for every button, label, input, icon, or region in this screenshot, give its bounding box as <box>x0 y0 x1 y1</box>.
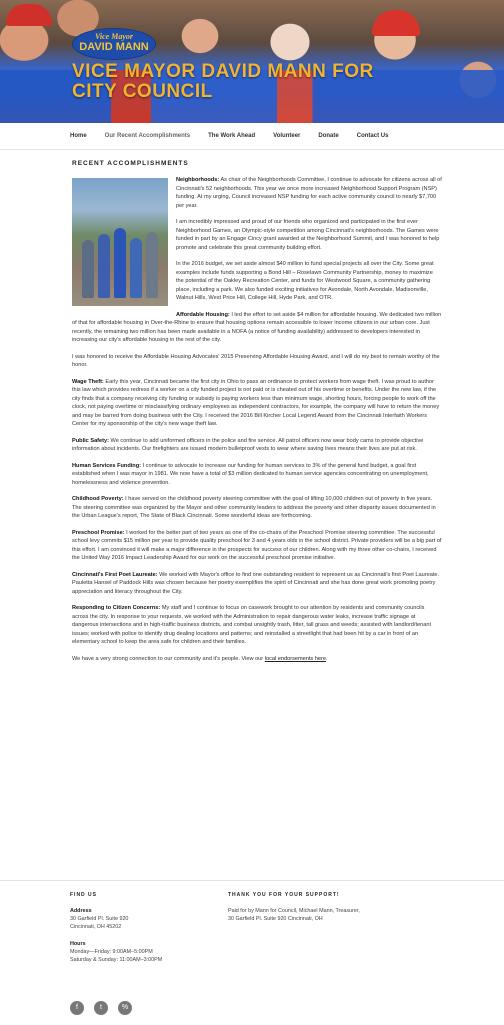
paragraph-text: I am incredibly impressed and proud of our friends who organized and participated in the first ever Neighborhood Games, an Olympic-style competition among Cincinnati's neighborhoods. The Games were funded in part by an Engage Cincy grant awarded at the Neighborhood Summit, and I was honored to help promote and celebrate this great community building effort. <box>176 219 440 251</box>
address-line1: 30 Garfield Pl. Suite 920 <box>70 916 129 922</box>
accomplishment-paragraph <box>72 495 442 521</box>
paragraph-text: Early this year, Cincinnati became the first city in Ohio to pass an ordinance to protect workers from wage theft. I was proud to author this law which provides redress if a worker on a city funded project is not paid or is cheated out of his overtime or benefits. Under the new law, if the city finds that a company receiving city funding or subsidy is paying workers less than minimum wage, shorting hours, forcing people to work off the clock, not paying overtime or misclassifying ordinary employees as independent contractors, for example, the company will have to return the money and may be barred from doing business with the City. I received the 2016 Bill Kircher Local Legend Award from the Cincinnati Interfaith Workers Center for my sponsorship of the city's new wage theft law. <box>72 378 440 427</box>
page-title: RECENT ACCOMPLISHMENTS <box>72 160 189 167</box>
paragraph-text: I have served on the childhood poverty steering committee with the goal of lifting 10,000 children out of poverty in five years. The steering committee was organized by the Mayor and other community leaders to address the poverty and other disparity issues documented in the Urban League's report, The State of Black Cincinnati. Some wonderful ideas are forthcoming. <box>72 496 436 519</box>
accomplishment-paragraph <box>72 571 442 597</box>
site-footer <box>0 880 504 1025</box>
paragraph-heading: Human Services Funding: <box>72 462 142 469</box>
paragraph-text: I worked for the better part of two years as one of the co-chairs of the Preschool Promise steering committee. The successful school levy commits $15 million per year to provide quality preschool for 3 and 4 years olds in the school district. Private providers will be a big part of this effort. I am convinced it will make a major difference in the prospects for success of our children. Along with my three other co-chairs, I received the United Way 2016 Impact Leadership Award for our work on the successful preschool promise initiative. <box>72 529 442 561</box>
accomplishment-paragraph <box>72 529 442 563</box>
paragraph-heading: Childhood Poverty: <box>72 496 124 502</box>
footer-thanks <box>228 891 360 923</box>
nav-item-accomplishments[interactable]: Our Recent Accomplishments <box>104 133 191 139</box>
paragraph-heading: Wage Theft: <box>72 378 104 385</box>
nav-item-donate[interactable]: Donate <box>318 133 339 139</box>
nav-item-contact[interactable]: Contact Us <box>356 133 389 139</box>
paragraph-heading: Cincinnati's First Poet Laureate: <box>72 571 158 578</box>
paragraph-text: We worked with Mayor's office to find one outstanding resident to represent us as Cincinnati's first Poet Laureate. Pauletta Hansel of Paddock Hills was chosen because her poetry exemplifies the spirit of Cincinnati and she has done great work promoting poetry appreciation and literacy throughout the City. <box>72 571 440 595</box>
nav-item-work-ahead[interactable]: The Work Ahead <box>208 133 256 139</box>
hours-label: Hours <box>70 941 86 947</box>
paragraph-heading: Public Safety: <box>72 437 109 444</box>
facebook-icon[interactable]: f <box>70 1001 84 1015</box>
paragraph-heading: Neighborhoods: <box>176 177 220 183</box>
main-nav <box>0 123 504 150</box>
main-content <box>72 160 442 671</box>
group-photo <box>72 178 168 306</box>
address-line2: Cincinnati, OH 45202 <box>70 924 122 930</box>
accomplishment-paragraph <box>72 378 442 429</box>
hours-line2: Saturday & Sunday: 11:00AM–3:00PM <box>70 957 163 963</box>
link-icon[interactable]: % <box>118 1001 132 1015</box>
hours-line1: Monday—Friday: 9:00AM–5:00PM <box>70 949 153 955</box>
paragraph-heading: Affordable Housing: <box>176 311 230 318</box>
address-label: Address <box>70 908 92 914</box>
paid-for-line2: 30 Garfield Pl. Suite 920 Cincinnati, OH <box>228 916 323 922</box>
header-hero-image <box>0 0 504 123</box>
logo-line1: Vice Mayor <box>95 32 133 41</box>
accomplishment-paragraph <box>72 311 442 345</box>
paragraph-text: In the 2016 budget, we set aside almost $40 million to fund special projects all over the City. Some great examples include funds supporting a Bond Hill – Roselawn Community Partnership, money to maximize the potential of the Oakley Recreation Center, and funds for Westwood Square, a community gathering place, including a park. We also funded exciting initiatives for Avondale, North Avondale, Madisonville, Walnut Hills, West Price Hill, College Hill, Hyde Park, and OTR. <box>176 261 434 301</box>
hero-helmet-left <box>6 4 52 26</box>
twitter-icon[interactable]: t <box>94 1001 108 1015</box>
paid-for-line1: Paid for by Mann for Council, Michael Mann, Treasurer, <box>228 908 360 914</box>
closing-paragraph: We have a very strong connection to our community and it's people. View our local endorsements here. <box>72 655 328 662</box>
paragraph-text: I was honored to receive the Affordable Housing Advocates' 2015 Preserving Affordable Housing Award, and I will do my best to remain worthy of the honor. <box>72 353 440 368</box>
paragraph-heading: Responding to Citizen Concerns: <box>72 605 161 611</box>
nav-item-home[interactable]: Home <box>70 133 87 139</box>
paragraph-text: My staff and I continue to focus on casework brought to our attention by residents and community councils across the city. In response to your requests, we worked with the Administration to repair dangerous water leaks, increase traffic signage at dangerous intersections and in high-traffic business districts, and combat unsightly trash, litter, tall grass and weeds; assisted with landlord/tenant issues; worked with police to identify drug dealing locations and patterns; and reinstalled a streetlight that had been hit by a car in front of an elementary school to keep the area safe for children and their families. <box>72 605 432 645</box>
social-links <box>70 1001 142 1015</box>
endorsements-link[interactable]: local endorsements here <box>264 655 326 662</box>
footer-find-us <box>70 891 162 964</box>
paragraph-text: I led the effort to set aside $4 million for affordable housing. We dedicated two million of that for affordable housing in Over-the-Rhine to ensure that housing options remain accessible to lower income citizens in our urban core. Just recently, the remaining two million has been made available in a NOFA (a notice of funding availability) addressed to developers interested in increasing our city's affordable housing in the rest of the city. <box>72 311 442 343</box>
nav-item-volunteer[interactable]: Volunteer <box>273 133 301 139</box>
paragraph-text: I continue to advocate to increase our funding for human services to 3% of the general fund budget, a goal first established when I was mayor in 1981. We now have a total of $3 million dedicated to human service agencies concentrating on unemployment, homelessness and violence prevention. <box>72 462 429 486</box>
site-title[interactable]: VICE MAYOR DAVID MANN FOR CITY COUNCIL <box>72 61 374 102</box>
accomplishment-paragraph <box>72 462 442 488</box>
paragraph-heading: Preschool Promise: <box>72 529 125 536</box>
accomplishment-paragraph <box>72 353 442 370</box>
logo-line2: DAVID MANN <box>79 41 149 53</box>
thanks-heading: THANK YOU FOR YOUR SUPPORT! <box>228 892 340 898</box>
accomplishment-paragraph <box>72 604 442 647</box>
find-us-heading: FIND US <box>70 892 97 898</box>
paragraph-text: We continue to add uniformed officers in the police and fire service. All patrol officers now wear body cams to provide objective information about incidents. Our firefighters are issued modern bulletproof vests to wear where saving lives means their lives are put at risk. <box>72 437 424 452</box>
paragraph-text: As chair of the Neighborhoods Committee, I continue to advocate for citizens across all of Cincinnati's 52 neighborhoods. This year we once more increased Neighborhood Support Program (NSP) funding. At my urging, Council increased NSP funding for each active community council to nearly $7,700 per year. <box>176 177 442 209</box>
hero-helmet-right <box>372 10 420 36</box>
site-logo[interactable] <box>72 28 156 60</box>
accomplishment-paragraph <box>72 437 442 454</box>
